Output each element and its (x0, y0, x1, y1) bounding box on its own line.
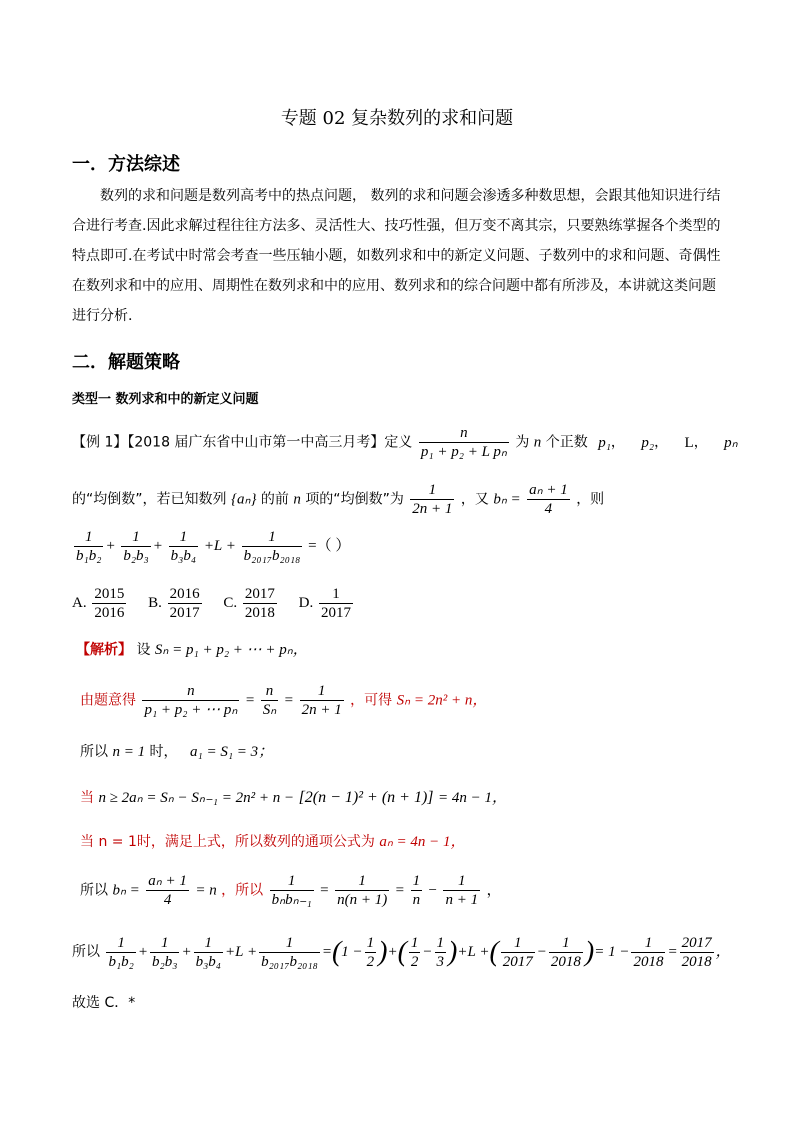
fraction-denominator: 2018 (550, 954, 581, 970)
fraction-denominator: b₁b₂ (108, 954, 134, 970)
math-expression: n ≥ 2aₙ = Sₙ − Sₙ₋₁ = 2n² + n − (98, 790, 295, 806)
solution-line-2 (80, 682, 487, 719)
final-answer: 故选 C．* (72, 995, 136, 1011)
option-denominator: 2016 (94, 605, 125, 621)
math-minus: − (536, 943, 547, 960)
solution-line-1 (76, 638, 308, 659)
solution-line-7: 所以 $\frac{1}{\text{b₁b₂}}$ + $\frac{1}{\text{b₂b₃}}$ + $\frac{1}{\text{b₃b₄}}$ +L + $\frac{1}{\text{b₂₀₁₇b₂₀₁₈}}$ =(1 − $\frac{1}{2}$ )+( $\frac{1}{2}$ − $\frac{1}{3}$ )+L +( $\frac{1}{2017}$ − $\frac{1}{2018}$ )= 1 − $\frac{1}{2018}$ = $\frac{2017}{2018}$ ， (72, 935, 731, 970)
math-term: = 1 − (594, 943, 630, 960)
solution-text: 所以 (80, 744, 108, 760)
example-text: 的“均倒数”，若已知数列 (72, 491, 227, 508)
math-eq: = (245, 692, 255, 709)
fraction-denominator: p₁ + p₂ + ⋯ pₙ (144, 702, 238, 718)
option-numerator: 1 (319, 585, 353, 604)
math-bracket: 2(n − 1)² + (n + 1) (304, 789, 428, 806)
math-equals-n: = n (195, 882, 217, 899)
fraction-denominator: b₂b₃ (123, 548, 149, 564)
options-row (72, 585, 355, 622)
fraction-numerator: aₙ + 1 (529, 482, 568, 498)
fraction-denominator: b₂₀₁₇b₂₀₁₈ (243, 548, 301, 564)
fraction-numerator: 1 (121, 528, 150, 547)
math-expression: = 4n − 1， (437, 790, 507, 806)
fraction-denominator: 2018 (633, 954, 664, 970)
example-text: 的前 (260, 491, 289, 508)
math-minus: − (428, 882, 437, 899)
fraction-denominator: 2 (366, 954, 375, 970)
example-text: 项的“均倒数”为 (305, 491, 404, 508)
fraction-numerator: 1 (259, 934, 320, 953)
example-line-2 (72, 481, 604, 518)
math-a1: a₁ = S₁ = 3； (189, 744, 274, 760)
fraction-numerator: 1 (242, 528, 303, 547)
bn-fraction (527, 481, 570, 518)
fraction-numerator: 1 (150, 934, 179, 953)
math-eq: = (320, 882, 329, 899)
term-fraction (121, 528, 150, 565)
option-c (223, 586, 282, 621)
section-heading-1: 一．方法综述 (72, 154, 180, 175)
fraction-denominator: 4 (544, 501, 553, 517)
solution-text: 当 (80, 790, 94, 806)
fraction-denominator: b₂b₃ (152, 954, 178, 970)
fraction-numerator: 1 (549, 934, 583, 953)
fraction-numerator: 1 (443, 872, 480, 891)
fraction-denominator: p₁ + p₂ + L pₙ (420, 444, 507, 460)
option-label: D. (298, 594, 314, 611)
fraction-numerator: 1 (169, 528, 198, 547)
fraction-numerator: 1 (74, 528, 103, 547)
fraction-denominator: bₙbₙ₋₁ (271, 892, 312, 908)
fraction-denominator: n + 1 (445, 892, 479, 908)
definition-fraction (419, 424, 509, 461)
fraction-numerator: 1 (300, 682, 344, 701)
solution-line-3 (80, 740, 273, 761)
solution-text: 当 n = 1时，满足上式，所以数列的通项公式为 (80, 834, 375, 850)
fraction-numerator: 1 (270, 872, 314, 891)
math-n-eq-1: n = 1 (112, 744, 146, 760)
option-label: C. (223, 594, 238, 611)
method-paragraph: 数列的求和问题是数列高考中的热点问题， 数列的求和问题会渗透多种数思想，会跟其他知识进行结合进行考查.因此求解过程往往方法多、灵活性大、技巧性强，但万变不离其宗，只要熟练掌握各个类型的特点即可.在考试中时常会考查一些压轴小题，如数列求和中的新定义问题、子数列中的求和问题、奇偶性在数列求和中的应用、周期性在数列求和中的应用、数列求和的综合问题中都有所涉及，本讲就这类问题进行分析. (72, 188, 721, 324)
math-term: 1 − (341, 943, 363, 960)
solution-text: 所以 (80, 882, 108, 899)
fraction-numerator: 1 (410, 481, 454, 500)
option-numerator: 2017 (244, 586, 275, 602)
fraction-numerator: 1 (366, 935, 375, 951)
solution-line-5 (80, 830, 466, 851)
fraction-numerator: n (142, 682, 239, 701)
solution-text: ，所以 (221, 882, 264, 899)
fraction-denominator: 2017 (502, 954, 533, 970)
example-text: 个正数 (545, 434, 588, 451)
fraction-numerator: n (419, 424, 509, 443)
option-numerator: 2015 (94, 586, 125, 602)
example-label: 【例 1】【2018 届广东省中山市第一中高三月考】定义 (72, 434, 413, 451)
solution-text: 时， (149, 744, 178, 760)
fraction-denominator: 2018 (681, 954, 712, 970)
fraction-denominator: b₃b₄ (170, 548, 197, 564)
fraction-numerator: 1 (106, 934, 135, 953)
type-heading: 类型一 数列求和中的新定义问题 (72, 392, 259, 407)
section-heading-2: 二．解题策略 (72, 352, 180, 373)
fraction-numerator: 1 (412, 873, 421, 889)
example-line-3: $\frac{1}{\text{b₁b₂}}$ + $\frac{1}{\text{b₂b₃}}$ + $\frac{1}{\text{b₃b₄}}$ +L + $\frac{1}{\text{b₂₀₁₇b₂₀₁₈}}$ =（ ） (76, 529, 351, 564)
term-fraction (74, 528, 103, 565)
fraction-denominator: n (412, 892, 421, 908)
fraction-numerator: aₙ + 1 (148, 873, 187, 889)
fraction-denominator: n(n + 1) (337, 892, 388, 908)
option-denominator: 2017 (320, 605, 351, 621)
math-an-formula: aₙ = 4n − 1， (379, 834, 466, 850)
fraction-denominator: b₃b₄ (195, 954, 222, 970)
page-title: 专题 02 复杂数列的求和问题 (280, 108, 514, 129)
fraction-denominator: 2n + 1 (301, 702, 342, 718)
option-denominator: 2018 (244, 605, 275, 621)
math-p1: p₁ (598, 434, 611, 451)
fraction-denominator: b₂₀₁₇b₂₀₁₈ (261, 954, 318, 970)
solution-text: 所以 (72, 943, 100, 960)
option-label: B. (148, 594, 162, 611)
fraction-denominator: 4 (163, 892, 172, 908)
fraction-numerator: n (261, 682, 278, 701)
math-n: n (533, 434, 542, 451)
math-comma: ， (486, 882, 502, 899)
math-sn-value: Sₙ = 2n² + n， (396, 692, 488, 709)
solution-tag: 【解析】 (76, 642, 132, 658)
solution-text: 设 (136, 642, 151, 658)
math-L: L (684, 434, 694, 451)
option-label: A. (72, 594, 87, 611)
fraction-numerator: 1 (194, 934, 223, 953)
option-b (148, 586, 207, 621)
fraction-numerator: 1 (436, 935, 445, 951)
math-sn-def: Sₙ = p₁ + p₂ + ⋯ + pₙ， (154, 642, 308, 658)
solution-line-4: 当 n ≥ 2aₙ = Sₙ − Sₙ₋₁ = 2n² + n − [2(n − 1)² + (n + 1)] = 4n − 1， (80, 789, 507, 806)
term-fraction (169, 528, 198, 565)
math-p2: p₂ (641, 434, 655, 451)
option-d (298, 586, 355, 621)
fraction-numerator: 1 (501, 934, 535, 953)
math-an-set: {aₙ} (230, 491, 257, 508)
math-bn: bₙ = (112, 882, 140, 899)
answer-blank: =（ ） (308, 537, 351, 554)
math-plus-L: +L + (203, 537, 236, 554)
fraction-numerator: 2017 (681, 935, 712, 951)
math-plus-L: +L + (457, 943, 490, 960)
fraction-denominator: b₁b₂ (76, 548, 102, 564)
math-plus-L: +L + (225, 943, 258, 960)
solution-line-6 (80, 872, 502, 909)
reciprocal-fraction (410, 481, 454, 518)
example-line-1: 【例 1】【2018 届广东省中山市第一中高三月考】定义 $\frac{n}{\text{p₁ + p₂ + L pₙ}}$ 为 n 个正数 p₁， p₂， L， pₙ (72, 425, 738, 460)
math-n: n (293, 491, 301, 508)
example-text: ，则 (576, 491, 605, 508)
fraction-denominator: 3 (436, 954, 445, 970)
math-eq: = (395, 882, 405, 899)
fraction-denominator: 2n + 1 (412, 501, 453, 517)
option-numerator: 2016 (169, 586, 200, 602)
fraction-numerator: 1 (410, 935, 419, 951)
option-a (72, 586, 132, 621)
example-text: 为 (515, 434, 530, 451)
math-bn: bₙ = (493, 491, 521, 508)
option-denominator: 2017 (169, 605, 200, 621)
solution-text: ，可得 (350, 692, 393, 709)
fraction-denominator: 2 (410, 954, 419, 970)
math-eq: = (284, 692, 294, 709)
term-fraction (242, 528, 303, 565)
fraction-numerator: 1 (631, 934, 665, 953)
example-text: ，又 (460, 491, 489, 508)
solution-text: 由题意得 (80, 692, 136, 709)
math-minus: − (422, 943, 433, 960)
math-pn: pₙ (724, 434, 738, 451)
fraction-numerator: 1 (335, 872, 389, 891)
math-comma: ， (715, 943, 731, 960)
fraction-denominator: Sₙ (262, 702, 277, 718)
